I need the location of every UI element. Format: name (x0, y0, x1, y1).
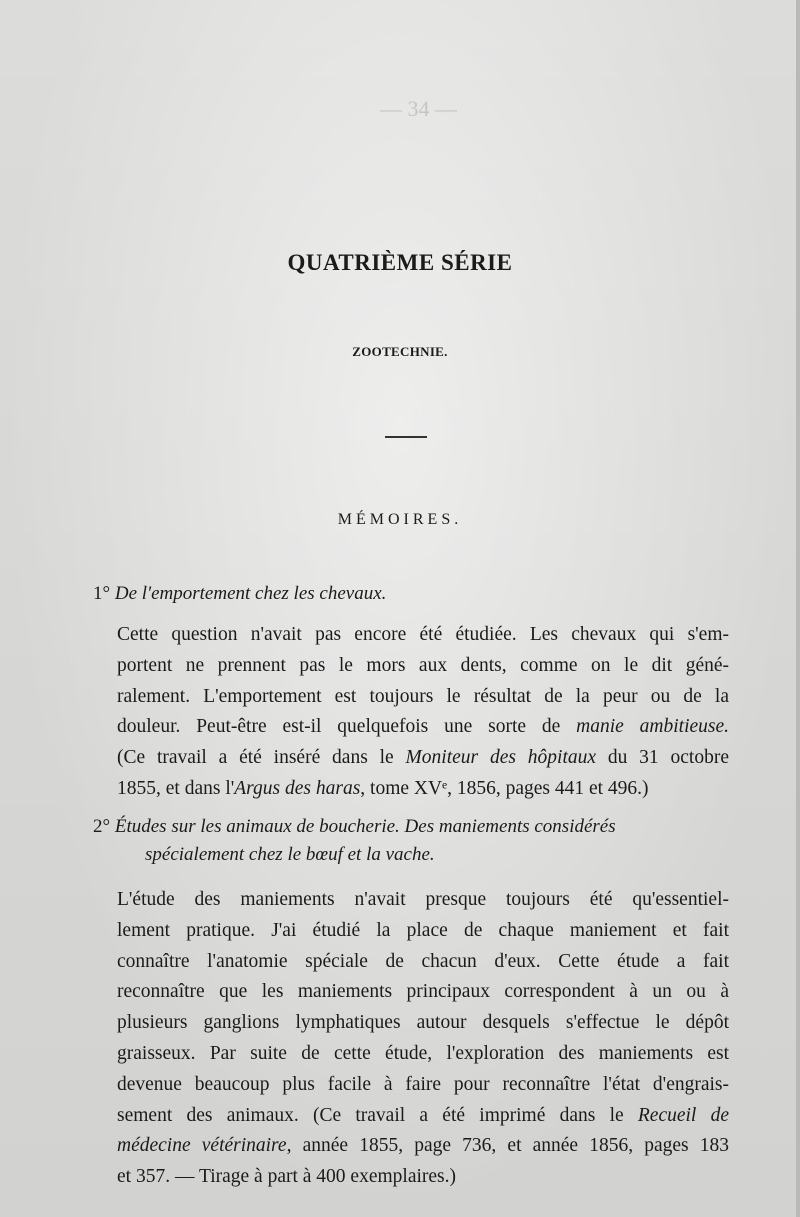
body-line (117, 774, 729, 805)
body-line-text: douleur. Peut-être est-il quelquefois une sorte de (117, 716, 577, 738)
body-line: Cette question n'avait pas encore été étudiée. Les chevaux qui s'em- (117, 624, 729, 645)
item-2-body (117, 885, 729, 1193)
body-line: L'étude des maniements n'avait presque toujours été qu'essentiel- (117, 889, 729, 910)
subsection-title: MÉMOIRES. (337, 511, 463, 528)
series-title: QUATRIÈME SÉRIE (287, 250, 513, 275)
body-line-text: 1855, et dans l' (117, 777, 235, 799)
body-line: ralement. L'emportement est toujours le résultat de la peur ou de la (117, 685, 729, 707)
body-line: connaître l'anatomie spéciale de chacun d'eux. Cette étude a fait (117, 950, 729, 972)
item-2-title-line-1: Études sur les animaux de boucherie. Des maniements considérés (114, 816, 616, 837)
item-1-title: De l'emportement chez les chevaux. (114, 583, 387, 604)
page-edge (796, 0, 800, 1217)
body-line: portent ne prennent pas le mors aux dents, comme on le dit géné- (117, 654, 729, 676)
body-line: lement pratique. J'ai étudié la place de chaque maniement et fait (117, 919, 729, 941)
body-line-italic: Argus des haras (234, 777, 361, 799)
body-line-italic: manie ambitieuse. (576, 716, 730, 738)
page-number: — 34 — (380, 96, 457, 121)
section-title: ZOOTECHNIE. (352, 344, 448, 359)
body-line (117, 1101, 729, 1132)
body-line-text: (Ce travail a été inséré dans le (117, 747, 406, 769)
item-1-body (117, 620, 729, 805)
body-line: reconnaître que les maniements principaux correspondent à un ou à (117, 981, 729, 1003)
body-line-italic: médecine vétérinaire (117, 1135, 287, 1157)
body-line-italic: Recueil de (637, 1104, 729, 1126)
item-2-heading (93, 813, 733, 869)
body-line-text: sement des animaux. (Ce travail a été imprimé dans le (117, 1104, 638, 1126)
item-1-number: 1° (93, 583, 111, 604)
body-line-text: du 31 octobre (596, 747, 729, 769)
body-line (117, 743, 729, 774)
section-rule (385, 436, 427, 438)
body-line-text: , année 1855, page 736, et année 1856, pages 183 (286, 1135, 730, 1157)
item-1-heading (93, 580, 733, 608)
body-line-italic: Moniteur des hôpitaux (405, 747, 597, 769)
body-line: graisseux. Par suite de cette étude, l'exploration des maniements est (117, 1042, 729, 1064)
item-2-number: 2° (93, 816, 111, 837)
body-line: devenue beaucoup plus facile à faire pour reconnaître l'état d'engrais- (117, 1073, 729, 1095)
body-line: plusieurs ganglions lymphatiques autour desquels s'effectue le dépôt (117, 1012, 729, 1034)
body-line-text: , tome XVᵉ, 1856, pages 441 et 496.) (360, 777, 649, 799)
item-2-title-line-2: spécialement chez le bœuf et la vache. (145, 844, 435, 865)
body-line (117, 712, 729, 743)
body-line (117, 1131, 729, 1162)
body-line: et 357. — Tirage à part à 400 exemplaires.) (117, 1166, 456, 1188)
